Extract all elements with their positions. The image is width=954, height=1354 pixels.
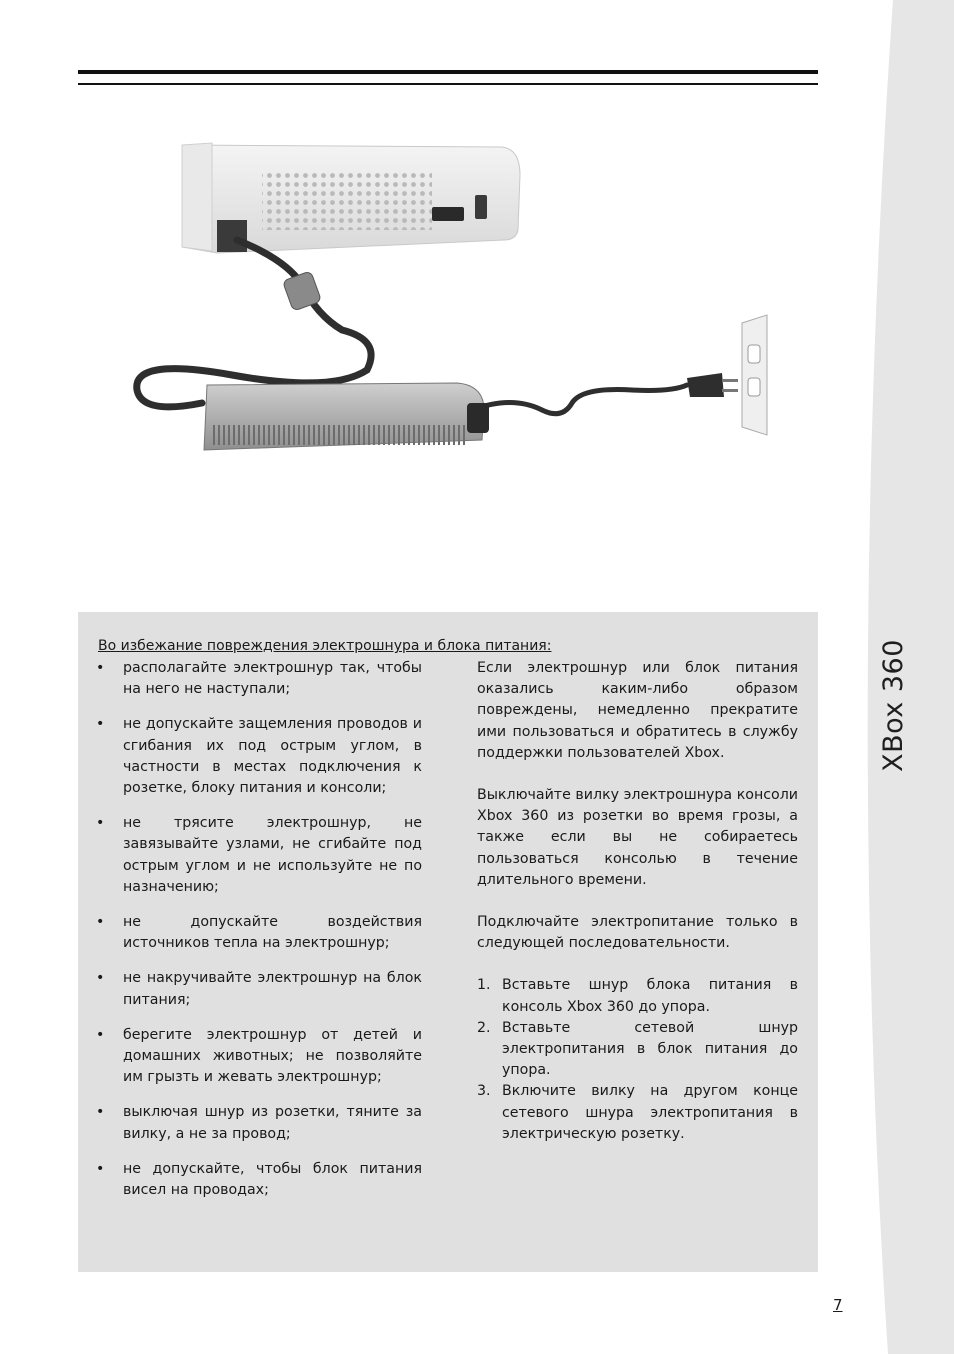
- bullet-item: • не допускайте, чтобы блок питания висел на проводах;: [96, 1160, 422, 1199]
- xbox-console: [182, 143, 520, 253]
- bullet-list: [96, 658, 422, 1215]
- bullet-item: • не допускайте защемления проводов и сгибания их под острым углом, в частности в местах подключения к розетке, блоку питания и консоли;: [96, 716, 422, 797]
- step-number: 1.: [477, 977, 491, 994]
- bullet-item: • берегите электрошнур от детей и домашних животных; не позволяйте им грызть и жевать электрошнур;: [96, 1026, 422, 1086]
- bullet-item: • располагайте электрошнур так, чтобы на него не наступали;: [96, 660, 422, 698]
- step-item: [477, 1018, 798, 1082]
- numbered-steps: [477, 975, 798, 1145]
- header-rule-thin: [78, 83, 818, 85]
- bullet-item: • не накручивайте электрошнур на блок питания;: [96, 970, 422, 1008]
- bullet-item: • не допускайте воздействия источников тепла на электрошнур;: [96, 914, 422, 952]
- bullet-dot: •: [96, 716, 105, 733]
- bullet-item: • не трясите электрошнур, не завязывайте узлами, не сгибайте под острым углом и не используйте не по назначению;: [96, 815, 422, 895]
- step-item: [477, 1081, 798, 1145]
- wall-outlet: [687, 315, 767, 435]
- instructions-column: [477, 658, 798, 1145]
- bullet-dot: •: [96, 914, 105, 931]
- step-number: 3.: [477, 1083, 491, 1100]
- step-text: Вставьте шнур блока питания в консоль Xbox 360 до упора.: [502, 977, 798, 1015]
- damage-paragraph: Если электрошнур или блок питания оказались каким-либо образом повреждены, немедленно прекратите ими пользоваться и обратитесь в службу поддержки пользователей Xbox.: [477, 660, 798, 761]
- console-power-illustration: [112, 135, 772, 455]
- step-text: Вставьте сетевой шнур электропитания в блок питания до упора.: [502, 1019, 798, 1079]
- power-supply-brick: [204, 383, 489, 450]
- bullet-dot: •: [96, 1026, 105, 1043]
- sequence-paragraph: Подключайте электропитание только в следующей последовательности.: [477, 914, 798, 952]
- page-number: 7: [833, 1296, 843, 1314]
- side-label-text: XBox 360: [877, 638, 909, 772]
- header-rule-thick: [78, 70, 818, 74]
- side-label: [838, 640, 948, 770]
- bullet-dot: •: [96, 660, 105, 676]
- bullet-dot: •: [96, 815, 105, 832]
- storm-paragraph: Выключайте вилку электрошнура консоли Xbox 360 из розетки во время грозы, а также если вы не собираетесь пользоваться консолью в течение длительного времени.: [477, 787, 798, 888]
- step-number: 2.: [477, 1019, 491, 1036]
- step-text: Включите вилку на другом конце сетевого шнура электропитания в электрическую розетку.: [502, 1083, 798, 1142]
- bullet-dot: •: [96, 1104, 105, 1121]
- warning-heading: Во избежание повреждения электрошнура и блока питания:: [98, 638, 552, 654]
- bullet-dot: •: [96, 970, 105, 987]
- bullet-dot: •: [96, 1160, 105, 1177]
- bullet-item: • выключая шнур из розетки, тяните за вилку, а не за провод;: [96, 1104, 422, 1142]
- step-item: [477, 975, 798, 1017]
